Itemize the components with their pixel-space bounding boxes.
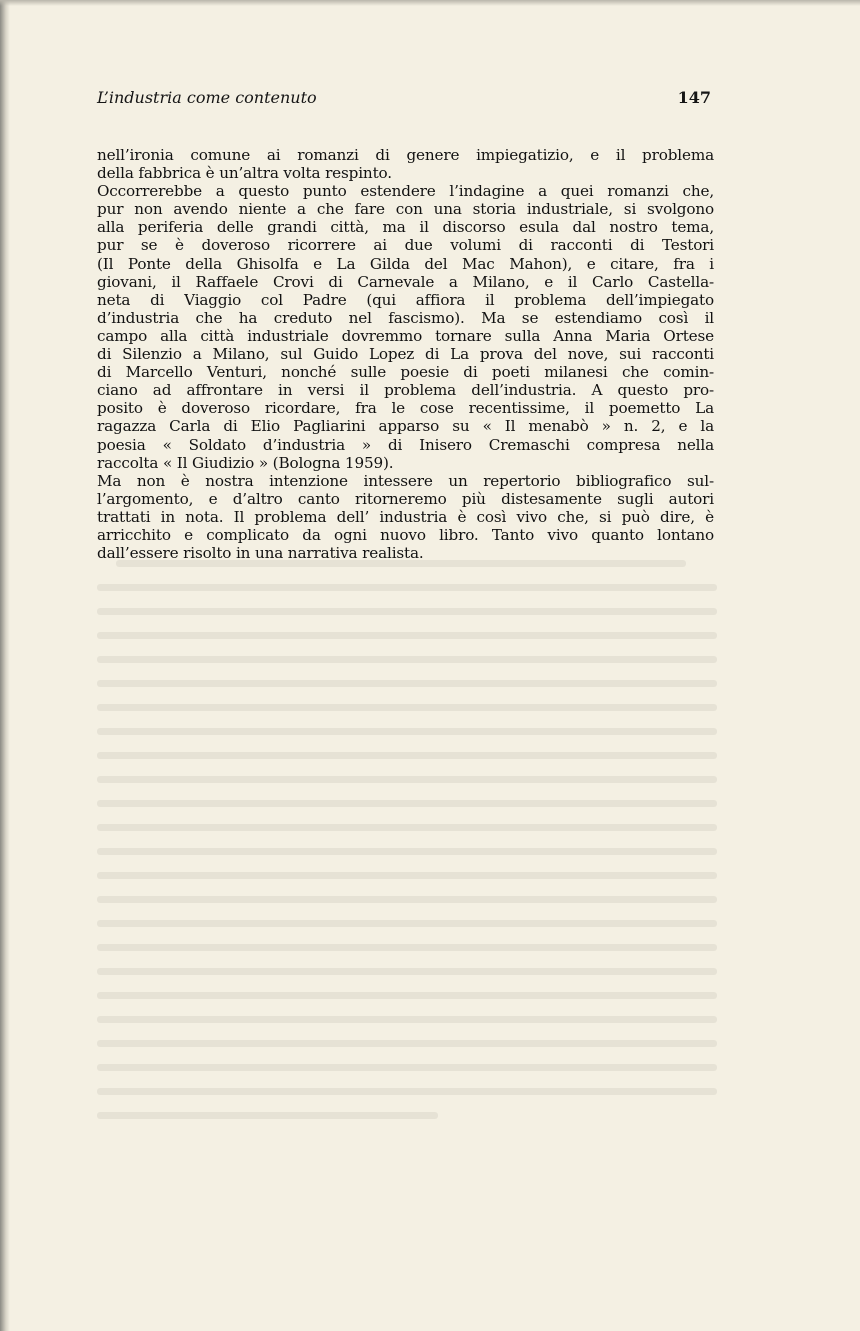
- ghost-line: [97, 1040, 717, 1047]
- ghost-line: [97, 680, 717, 687]
- ghost-line: [97, 776, 717, 783]
- ghost-line: [97, 632, 717, 639]
- ghost-line: [97, 992, 717, 999]
- ghost-line: [97, 800, 717, 807]
- text-line: trattati in nota. Il problema dell’ industria è così vivo che, si può dire, è: [97, 507, 714, 526]
- text-line: della fabbrica è un’altra volta respinto.: [97, 164, 392, 183]
- ghost-line: [97, 1088, 717, 1095]
- text-line: nell’ironia comune ai romanzi di genere impiegatizio, e il problema: [97, 146, 714, 164]
- text-line: poesia « Soldato d’industria » di Inisero Cremaschi compresa nella: [97, 435, 714, 454]
- ghost-line: [97, 872, 717, 879]
- page-number: 147: [677, 88, 711, 107]
- ghost-line: [97, 656, 717, 663]
- ghost-line: [97, 608, 717, 615]
- ghost-line: [97, 1112, 438, 1119]
- text-line: (Il Ponte della Ghisolfa e La Gilda del Mac Mahon), e citare, fra i: [97, 254, 714, 273]
- ghost-line: [97, 896, 717, 903]
- text-line: arricchito e complicato da ogni nuovo libro. Tanto vivo quanto lontano: [97, 525, 714, 544]
- ghost-line: [97, 944, 717, 951]
- text-line: di Marcello Venturi, nonché sulle poesie di poeti milanesi che comin-: [97, 363, 714, 382]
- text-line: posito è doveroso ricordare, fra le cose recentissime, il poemetto La: [97, 399, 714, 418]
- reverse-side-show-through: [97, 560, 717, 1160]
- ghost-line: [97, 752, 717, 759]
- text-line: pur se è doveroso ricorrere ai due volumi di racconti di Testori: [97, 236, 714, 255]
- ghost-line: [97, 824, 717, 831]
- ghost-line: [97, 704, 717, 711]
- text-line: ragazza Carla di Elio Pagliarini apparso su « Il menabò » n. 2, e la: [97, 417, 714, 436]
- text-line: alla periferia delle grandi città, ma il discorso esula dal nostro tema,: [97, 218, 714, 237]
- body-text: [97, 146, 714, 562]
- text-line: Occorrerebbe a questo punto estendere l’indagine a quei romanzi che,: [97, 182, 714, 201]
- text-line: di Silenzio a Milano, sul Guido Lopez di La prova del nove, sui racconti: [97, 345, 714, 364]
- text-line: dall’essere risolto in una narrativa realista.: [97, 544, 424, 563]
- ghost-line: [97, 968, 717, 975]
- running-head: [97, 88, 711, 114]
- ghost-line: [97, 1064, 717, 1071]
- ghost-line: [97, 1016, 717, 1023]
- text-line: d’industria che ha creduto nel fascismo). Ma se estendiamo così il: [97, 308, 714, 327]
- page-top-shadow: [0, 0, 860, 6]
- text-line: pur non avendo niente a che fare con una storia industriale, si svolgono: [97, 200, 714, 219]
- ghost-line: [97, 920, 717, 927]
- page-edge-shadow: [0, 0, 10, 1331]
- text-line: ciano ad affrontare in versi il problema dell’industria. A questo pro-: [97, 381, 714, 400]
- ghost-line: [97, 584, 717, 591]
- text-line: raccolta « Il Giudizio » (Bologna 1959).: [97, 453, 394, 472]
- text-line: giovani, il Raffaele Crovi di Carnevale a Milano, e il Carlo Castella-: [97, 272, 714, 291]
- text-line: campo alla città industriale dovremmo tornare sulla Anna Maria Ortese: [97, 326, 714, 345]
- text-line: Ma non è nostra intenzione intessere un repertorio bibliografico sul-: [97, 471, 714, 490]
- running-title: L’industria come contenuto: [97, 88, 317, 107]
- ghost-line: [97, 848, 717, 855]
- text-line: l’argomento, e d’altro canto ritorneremo più distesamente sugli autori: [97, 489, 714, 508]
- ghost-line: [97, 728, 717, 735]
- text-line: neta di Viaggio col Padre (qui affiora il problema dell’impiegato: [97, 290, 714, 309]
